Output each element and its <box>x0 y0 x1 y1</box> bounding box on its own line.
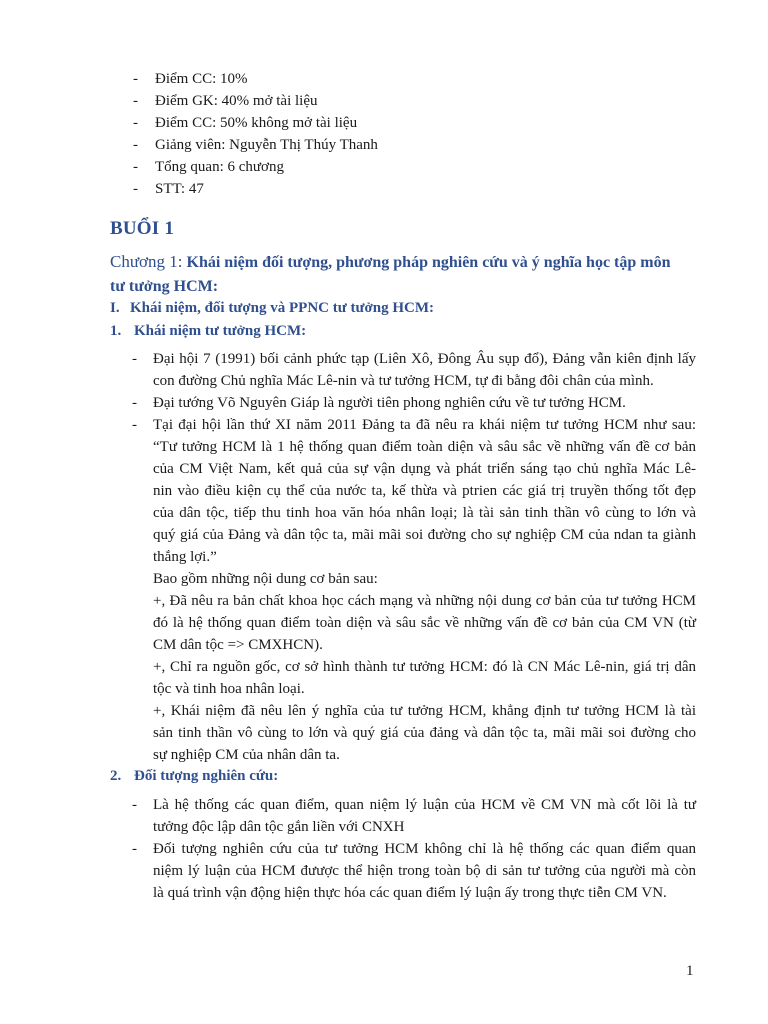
text-line: sản tinh thần vô cùng to lớn và quý giá của đảng và dân tộc ta, mãi mãi soi đường cho <box>153 725 696 741</box>
text-line: tưởng độc lập dân tộc gắn liền với CNXH <box>153 819 405 835</box>
text-line: là quá trình vận động hiện thực hóa các quan điểm lý luận ấy trong thực tiễn CM VN. <box>153 885 667 901</box>
text-line: niệm lý luận của HCM đưược thể hiện trong toàn bộ di sản tư tưởng của người mà còn <box>153 863 696 879</box>
text-line: nin vào điều kiện cụ thể của nước ta, kế thừa và ptrien các giá trị truyền thống tốt đẹp <box>153 483 696 499</box>
text-line: con đường Chủ nghĩa Mác Lê-nin và tư tưởng HCM, tự đi bằng đôi chân của mình. <box>153 373 654 389</box>
list-item: - STT: 47 <box>133 181 204 197</box>
list-item: - Giảng viên: Nguyễn Thị Thúy Thanh <box>133 137 378 153</box>
chapter-label: Chương 1: <box>110 252 183 271</box>
subsection-heading: 1. Khái niệm tư tưởng HCM: <box>110 323 307 339</box>
session-heading: BUỔI 1 <box>110 218 175 239</box>
list-item: - Điểm CC: 50% không mở tài liệu <box>133 115 358 131</box>
text-line: Tại đại hội lần thứ XI năm 2011 Đảng ta đã nêu ra khái niệm tư tưởng HCM như sau: <box>153 417 696 433</box>
page-number: 1 <box>686 963 694 979</box>
section-heading: I. Khái niệm, đối tượng và PPNC tư tưởng HCM: <box>110 300 435 316</box>
dash-marker: - <box>132 395 137 411</box>
text-line: Đối tượng nghiên cứu của tư tưởng HCM không chỉ là hệ thống các quan điểm quan <box>153 841 696 857</box>
text-line: +, Khái niệm đã nêu lên ý nghĩa của tư tưởng HCM, khẳng định tư tưởng HCM là tài <box>153 703 696 719</box>
text-line: đó là hệ thống quan điểm toàn diện và sâu sắc về những vấn đề cơ bản của CM VN (từ <box>153 615 696 631</box>
text-line: của CM Việt Nam, kết quả của sự vận dụng và phát triển sáng tạo chủ nghĩa Mác Lê- <box>153 461 696 477</box>
text-line: Bao gồm những nội dung cơ bản sau: <box>153 571 378 587</box>
chapter-heading <box>110 250 700 299</box>
list-item: - Điểm GK: 40% mở tài liệu <box>133 93 318 109</box>
text-line: Là hệ thống các quan điểm, quan niệm lý luận của HCM về CM VN mà cốt lõi là tư <box>153 797 696 813</box>
chapter-title-cont: tư tưởng HCM: <box>110 278 219 295</box>
dash-marker: - <box>132 797 137 813</box>
text-line: thắng lợi.” <box>153 549 217 565</box>
dash-marker: - <box>132 841 137 857</box>
text-line: CM dân tộc => CMXHCN). <box>153 637 323 653</box>
text-line: “Tư tưởng HCM là 1 hệ thống quan điểm toàn diện và sâu sắc về những vấn đề cơ bản <box>153 439 696 455</box>
text-line: tộc và tinh hoa nhân loại. <box>153 681 305 697</box>
text-line: quý giá của Đảng và dân tộc ta, mãi mãi soi đường cho sự nghiệp CM của ndan ta giành <box>153 527 696 543</box>
dash-marker: - <box>132 417 137 433</box>
text-line: sự nghiệp CM của nhân dân ta. <box>153 747 340 763</box>
text-line: +, Đã nêu ra bản chất khoa học cách mạng và những nội dung cơ bản của tư tưởng HCM <box>153 593 696 609</box>
text-line: của dân tộc, tiếp thu tinh hoa văn hóa nhân loại; là tài sản tinh thần vô cùng to lớn và <box>153 505 696 521</box>
list-item: - Điểm CC: 10% <box>133 71 248 87</box>
info-list <box>0 68 768 200</box>
subsection-heading: 2. Đối tượng nghiên cứu: <box>110 768 279 784</box>
chapter-title: Khái niệm đối tượng, phương pháp nghiên cứu và ý nghĩa học tập môn <box>186 254 671 271</box>
dash-marker: - <box>132 351 137 367</box>
text-line: Đại tướng Võ Nguyên Giáp là người tiên phong nghiên cứu về tư tưởng HCM. <box>153 395 626 411</box>
text-line: Đại hội 7 (1991) bối cảnh phức tạp (Liên Xô, Đông Âu sụp đổ), Đảng vẫn kiên định lấy <box>153 351 696 367</box>
text-line: +, Chỉ ra nguồn gốc, cơ sở hình thành tư tưởng HCM: đó là CN Mác Lê-nin, giá trị dân <box>153 659 696 675</box>
list-item: - Tổng quan: 6 chương <box>133 159 284 175</box>
